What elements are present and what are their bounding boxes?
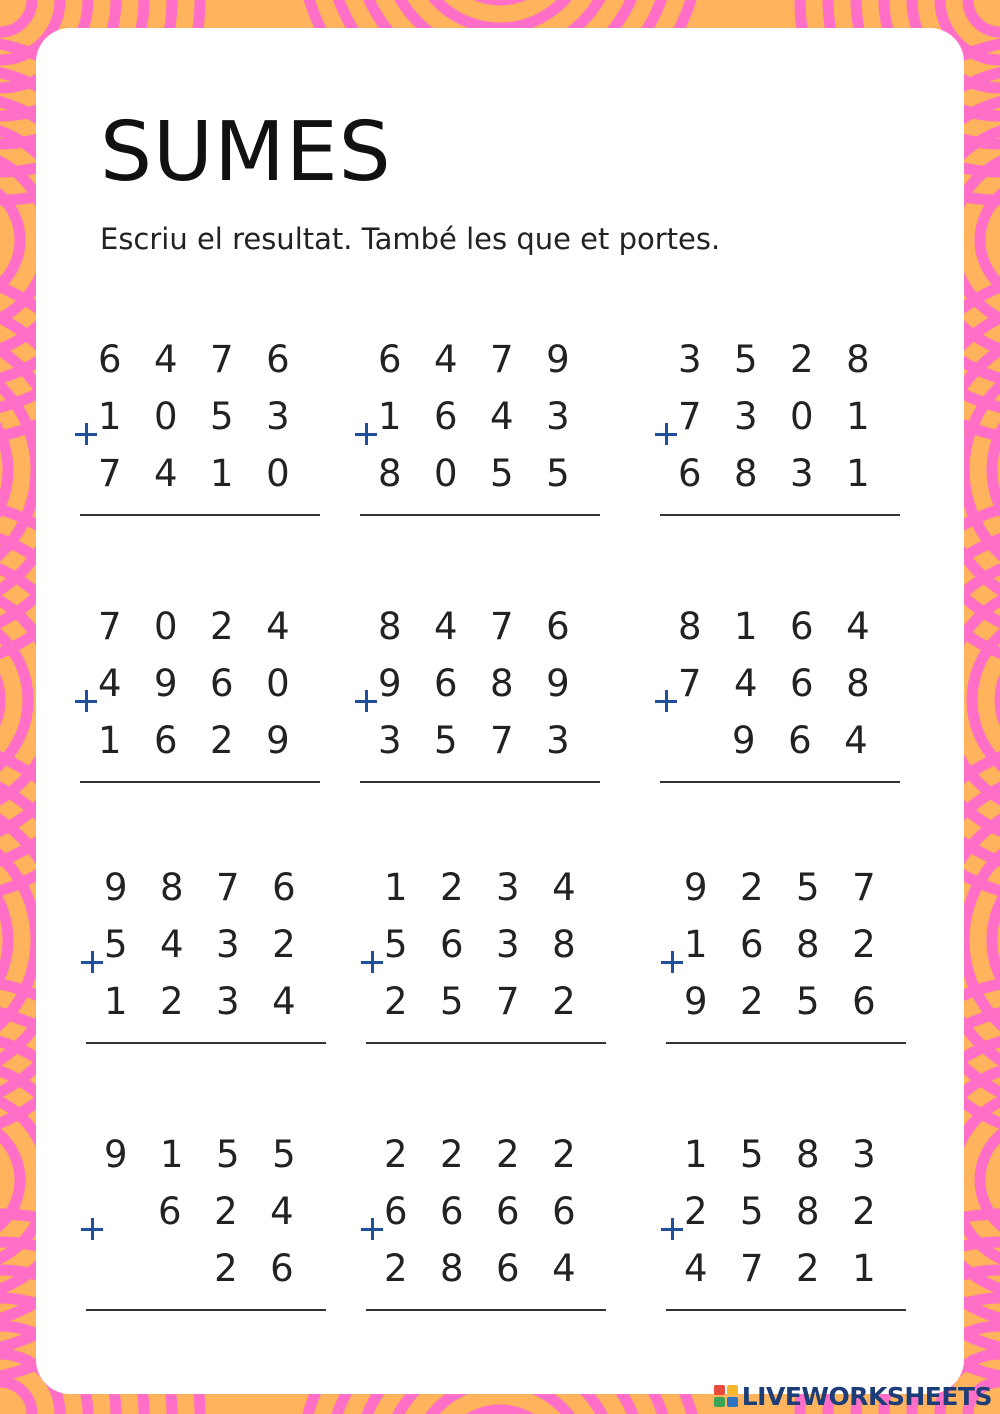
addition-problem-8 — [358, 866, 608, 1056]
addition-problem-5 — [352, 605, 602, 795]
addend: 1 6 8 2 — [684, 923, 886, 966]
addition-problem-7 — [78, 866, 328, 1056]
answer-line[interactable] — [666, 1042, 906, 1044]
addend: 2 8 6 4 — [384, 1247, 586, 1290]
addend: 9 2 5 7 — [684, 866, 886, 909]
page-title: SUMES — [100, 105, 392, 200]
addend: 3 5 7 3 — [378, 719, 580, 762]
addend: 1 6 2 9 — [98, 719, 300, 762]
answer-line[interactable] — [80, 514, 320, 516]
addend: 9 8 7 6 — [104, 866, 306, 909]
addend: 2 2 2 2 — [384, 1133, 586, 1176]
addend: 7 3 0 1 — [678, 395, 880, 438]
addend: 6 6 6 6 — [384, 1190, 586, 1233]
addition-problem-12 — [658, 1133, 908, 1323]
addend: 4 9 6 0 — [98, 662, 300, 705]
addend: 1 2 3 4 — [104, 980, 306, 1023]
addend: 5 4 3 2 — [104, 923, 306, 966]
addend: 7 0 2 4 — [98, 605, 300, 648]
addition-problem-10 — [78, 1133, 328, 1323]
addition-problem-6 — [652, 605, 902, 795]
addend: 9 6 4 — [732, 719, 878, 762]
liveworksheets-logo[interactable] — [714, 1382, 992, 1410]
addend: 6 8 3 1 — [678, 452, 880, 495]
answer-line[interactable] — [86, 1042, 326, 1044]
answer-line[interactable] — [366, 1042, 606, 1044]
addition-problem-4 — [72, 605, 322, 795]
addend: 8 4 7 6 — [378, 605, 580, 648]
addend: 2 5 7 2 — [384, 980, 586, 1023]
addend: 3 5 2 8 — [678, 338, 880, 381]
addend: 9 2 5 6 — [684, 980, 886, 1023]
addend: 8 1 6 4 — [678, 605, 880, 648]
answer-line[interactable] — [360, 514, 600, 516]
addend: 9 6 8 9 — [378, 662, 580, 705]
addend: 9 1 5 5 — [104, 1133, 306, 1176]
addend: 7 4 6 8 — [678, 662, 880, 705]
answer-line[interactable] — [660, 514, 900, 516]
addend: 5 6 3 8 — [384, 923, 586, 966]
answer-line[interactable] — [366, 1309, 606, 1311]
addend: 1 0 5 3 — [98, 395, 300, 438]
addition-problem-9 — [658, 866, 908, 1056]
answer-line[interactable] — [660, 781, 900, 783]
logo-text: LIVEWORKSHEETS — [741, 1381, 992, 1411]
addend: 1 5 8 3 — [684, 1133, 886, 1176]
addend: 1 2 3 4 — [384, 866, 586, 909]
answer-line[interactable] — [666, 1309, 906, 1311]
addend: 7 4 1 0 — [98, 452, 300, 495]
answer-line[interactable] — [80, 781, 320, 783]
addend: 6 2 4 — [158, 1190, 304, 1233]
liveworksheets-logo-icon — [714, 1385, 738, 1407]
addend: 2 5 8 2 — [684, 1190, 886, 1233]
addition-problem-2 — [352, 338, 602, 528]
addition-problem-1 — [72, 338, 322, 528]
addend: 1 6 4 3 — [378, 395, 580, 438]
addition-problem-3 — [652, 338, 902, 528]
answer-line[interactable] — [86, 1309, 326, 1311]
addend: 2 6 — [214, 1247, 304, 1290]
addend: 6 4 7 9 — [378, 338, 580, 381]
instructions-text: Escriu el resultat. També les que et portes. — [100, 222, 721, 256]
addend: 4 7 2 1 — [684, 1247, 886, 1290]
addition-problem-11 — [358, 1133, 608, 1323]
addend: 6 4 7 6 — [98, 338, 300, 381]
answer-line[interactable] — [360, 781, 600, 783]
addend: 8 0 5 5 — [378, 452, 580, 495]
